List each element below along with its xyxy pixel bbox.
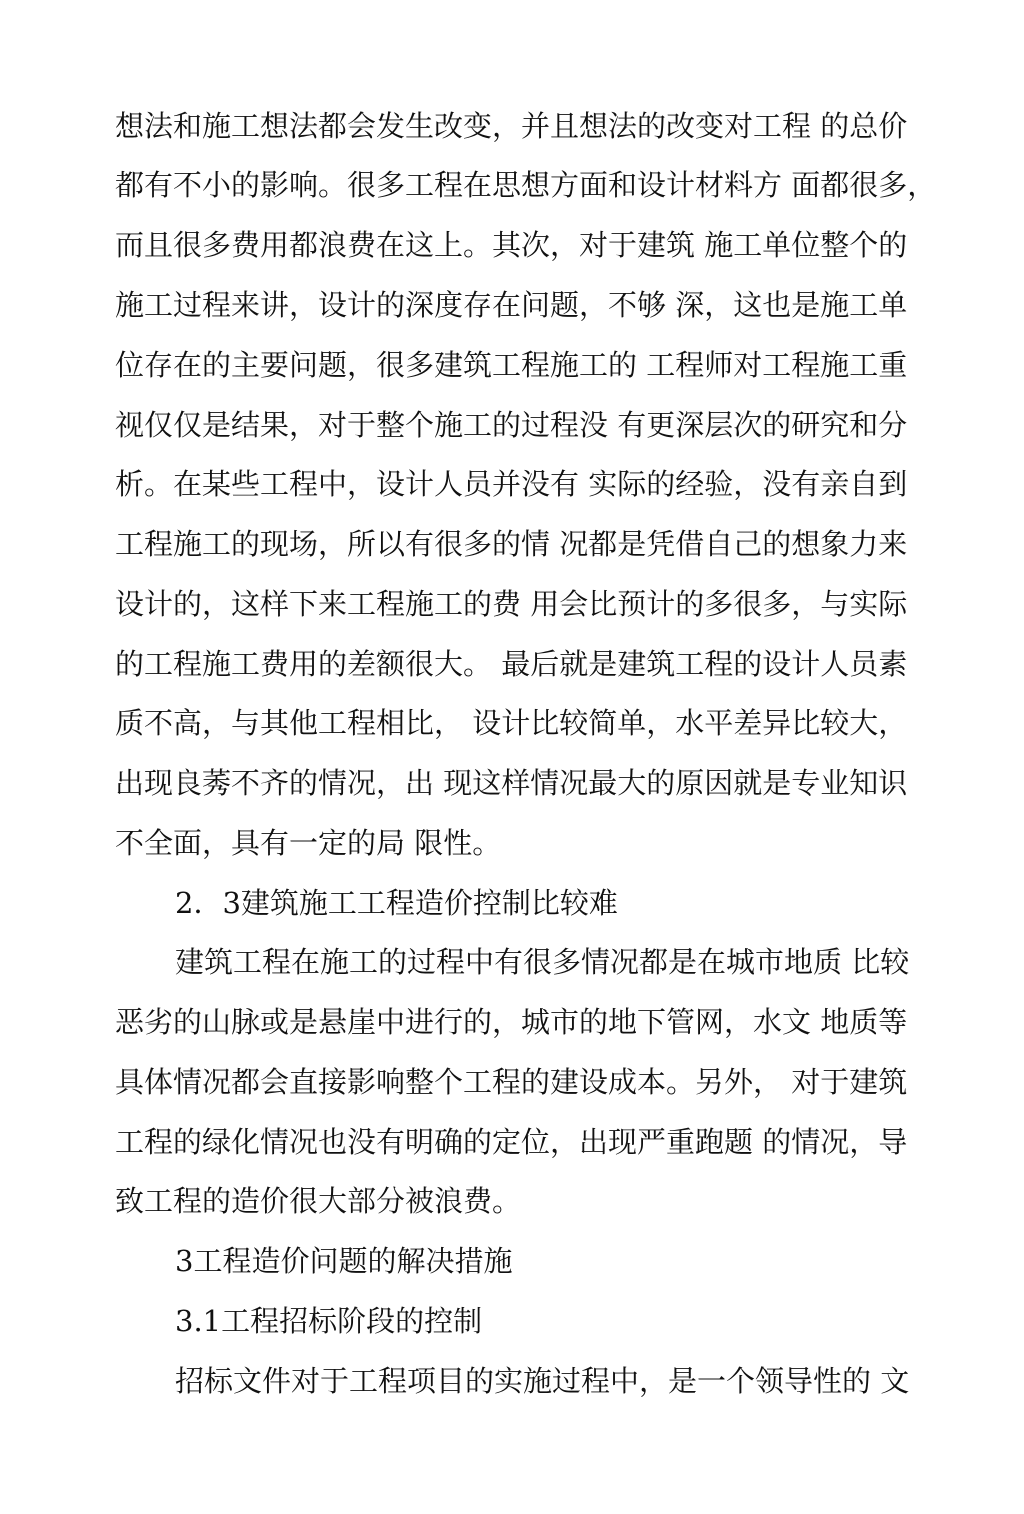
paragraph-first-line: 建筑工程在施工的过程中有很多情况都是在城市地质 比较	[175, 945, 910, 979]
text-line: 质不高，与其他工程相比， 设计比较简单，水平差异比较大，	[115, 706, 908, 740]
paragraph-first-line: 招标文件对于工程项目的实施过程中，是一个领导性的 文	[175, 1364, 910, 1398]
text-line: 想法和施工想法都会发生改变，并且想法的改变对工程 的总价	[115, 109, 908, 143]
text-line: 出现良莠不齐的情况，出 现这样情况最大的原因就是专业知识	[115, 766, 908, 800]
text-line: 设计的，这样下来工程施工的费 用会比预计的多很多，与实际	[115, 587, 908, 621]
text-line: 视仅仅是结果，对于整个施工的过程没 有更深层次的研究和分	[115, 408, 908, 442]
text-line: 具体情况都会直接影响整个工程的建设成本。另外， 对于建筑	[115, 1065, 908, 1099]
text-line: 的工程施工费用的差额很大。 最后就是建筑工程的设计人员素	[115, 647, 908, 681]
text-line: 工程施工的现场，所以有很多的情 况都是凭借自己的想象力来	[115, 527, 908, 561]
section-heading: 2．3建筑施工工程造价控制比较难	[175, 886, 618, 920]
text-line: 而且很多费用都浪费在这上。其次，对于建筑 施工单位整个的	[115, 228, 908, 262]
section-heading: 3工程造价问题的解决措施	[175, 1244, 513, 1278]
text-line: 析。在某些工程中，设计人员并没有 实际的经验，没有亲自到	[115, 467, 908, 501]
text-line: 工程的绿化情况也没有明确的定位，出现严重跑题 的情况，导	[115, 1125, 908, 1159]
text-line: 致工程的造价很大部分被浪费。	[115, 1184, 522, 1218]
text-line: 施工过程来讲，设计的深度存在问题，不够 深，这也是施工单	[115, 288, 908, 322]
text-line: 位存在的主要问题，很多建筑工程施工的 工程师对工程施工重	[115, 348, 908, 382]
text-line: 不全面，具有一定的局 限性。	[115, 826, 502, 860]
subsection-heading: 3.1工程招标阶段的控制	[175, 1304, 483, 1338]
text-line: 恶劣的山脉或是悬崖中进行的，城市的地下管网，水文 地质等	[115, 1005, 908, 1039]
text-line: 都有不小的影响。很多工程在思想方面和设计材料方 面都很多，	[115, 168, 937, 202]
